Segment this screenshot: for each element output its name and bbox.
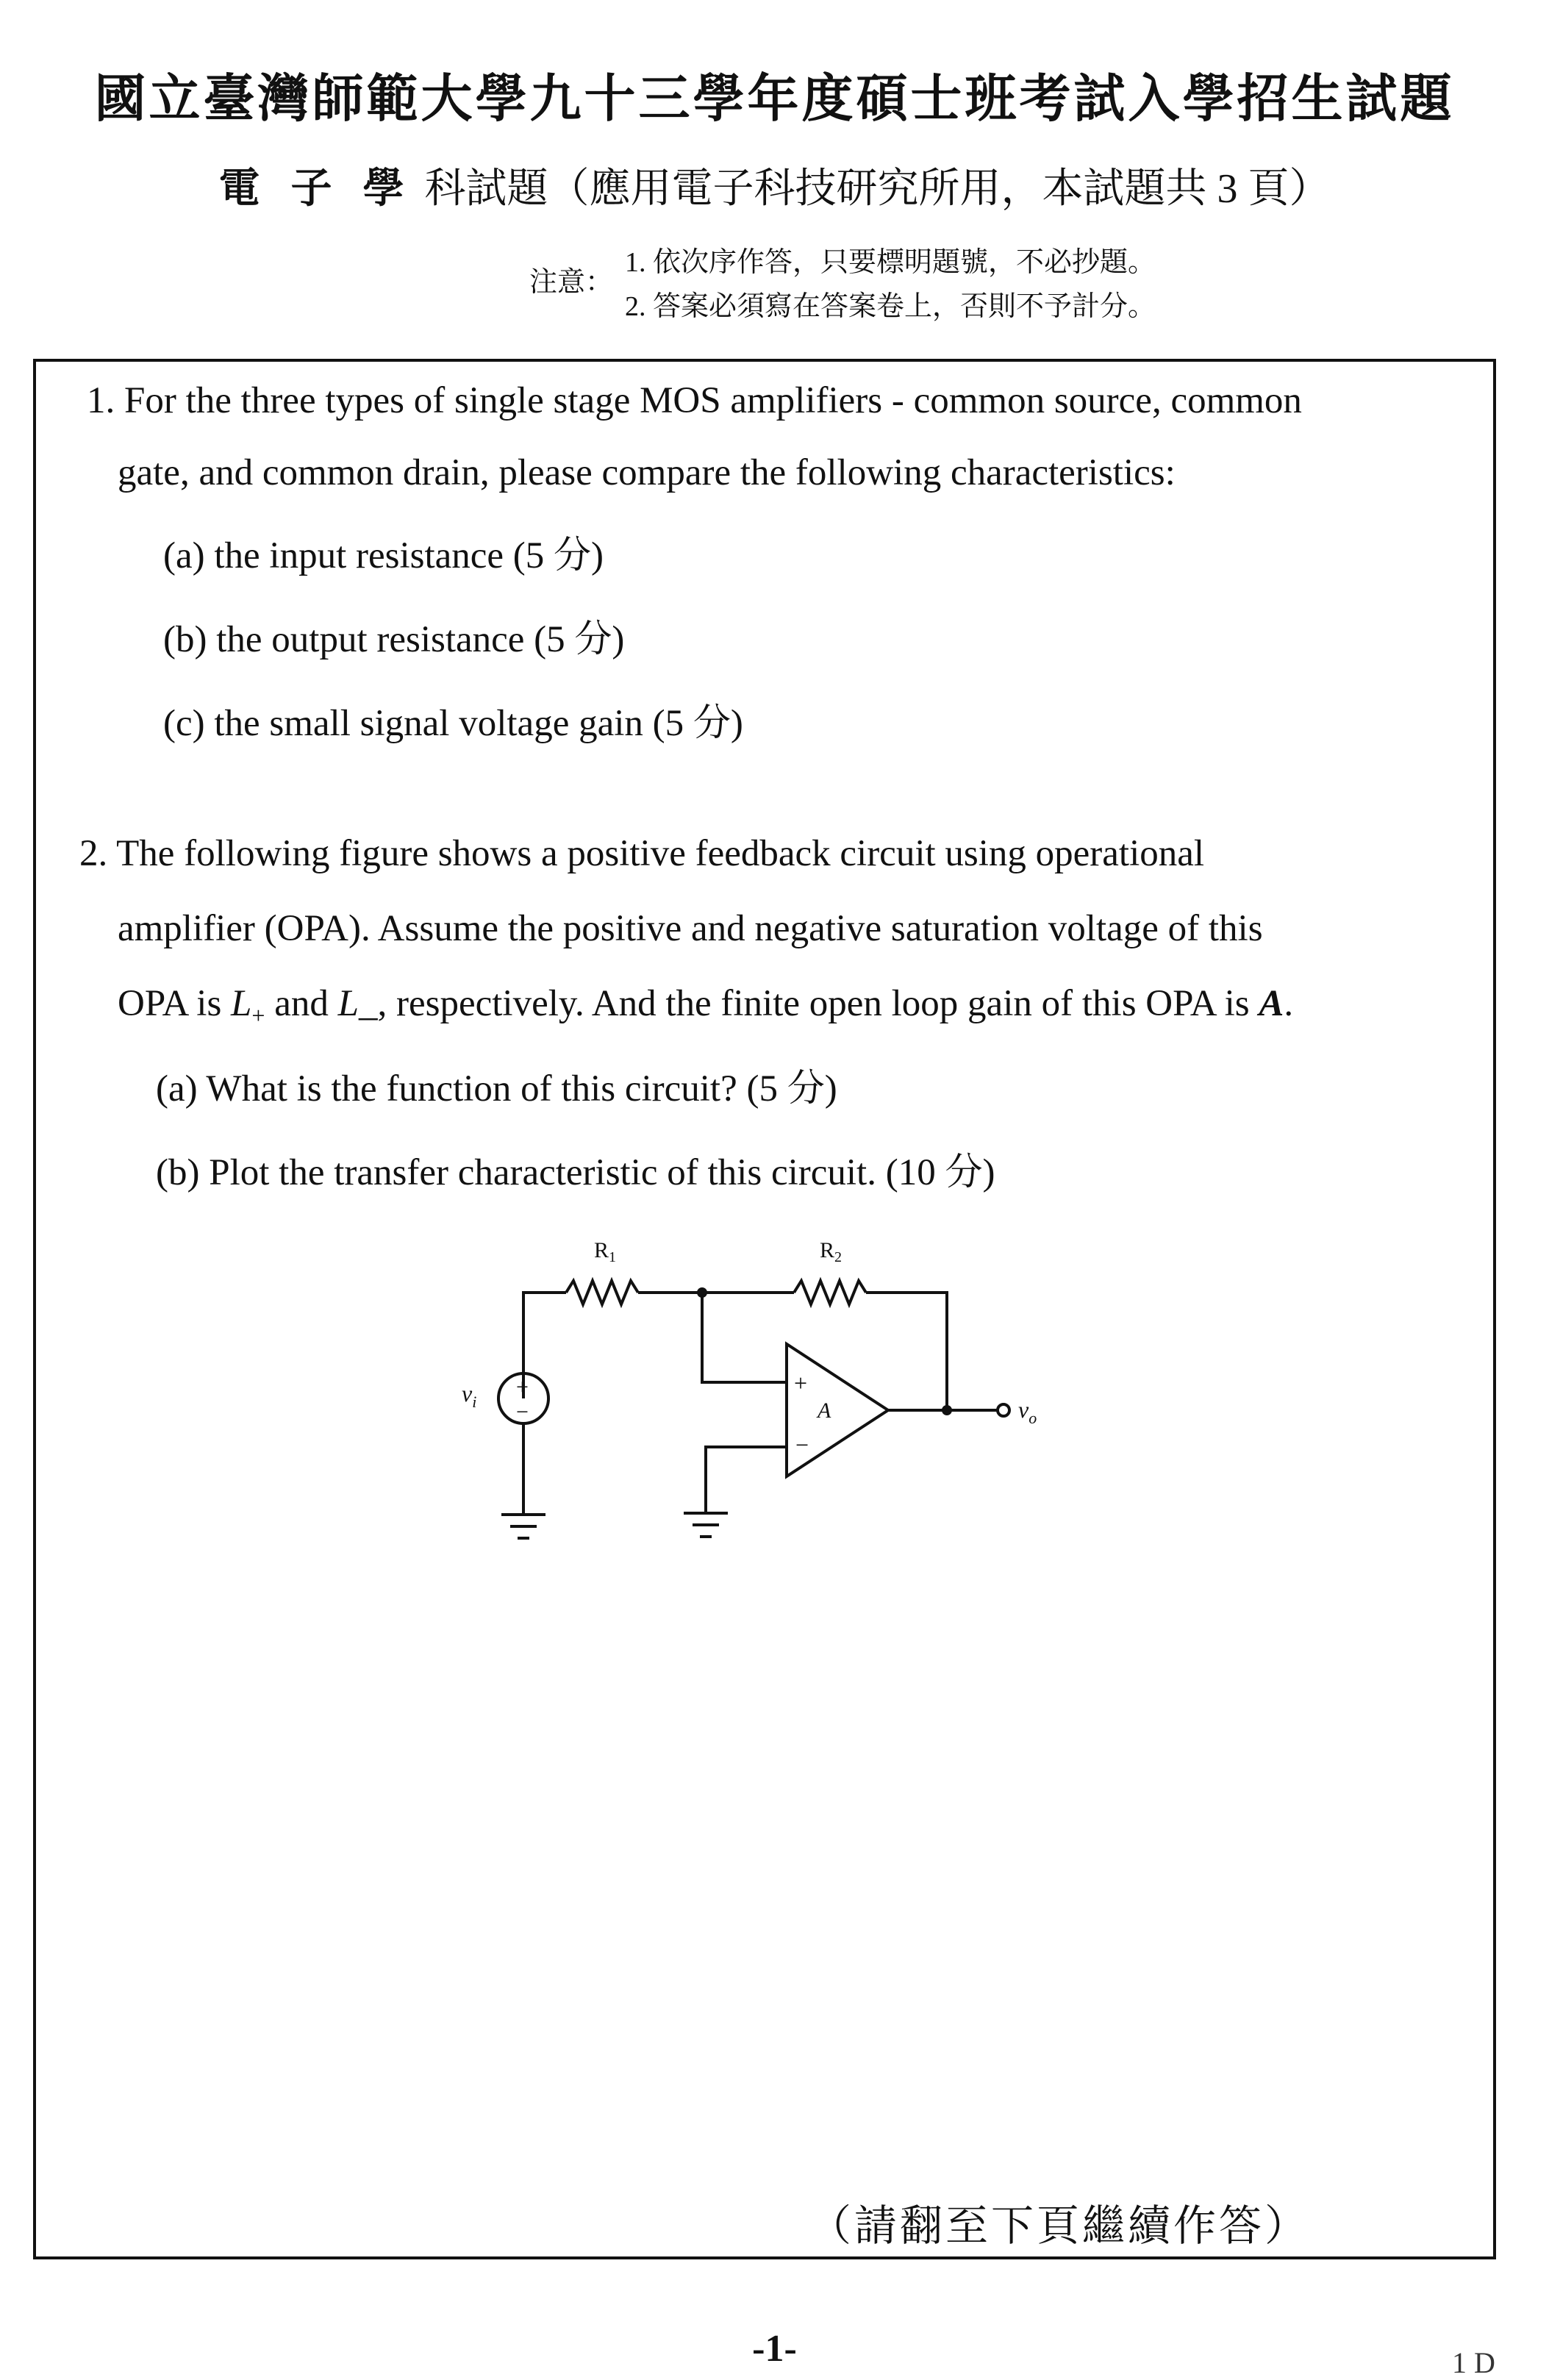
positive-saturation-subscript: + <box>251 1002 265 1029</box>
continue-to-next-page-note: （請翻至下頁繼續作答） <box>809 2202 1311 2250</box>
question-1-part-a: (a) the input resistance (5 分) <box>163 535 604 576</box>
text-span: and <box>265 983 338 1024</box>
wire <box>523 1293 566 1398</box>
corner-mark: 1 D <box>1452 2346 1495 2379</box>
question-2-line-2: amplifier (OPA). Assume the positive and negative saturation voltage of this <box>118 908 1263 949</box>
question-2-line-3 <box>118 982 1293 1029</box>
op-amp-gain-label: A <box>818 1398 831 1423</box>
noninverting-input-wire <box>702 1293 787 1382</box>
vo-label: $v_o$ <box>1018 1396 1037 1427</box>
subject-name: 電 子 學 <box>218 166 415 212</box>
vi-label: $v_i$ <box>462 1380 477 1411</box>
subtitle-text: 科試題（應用電子科技研究所用，本試題共 3 頁） <box>424 166 1331 212</box>
junction-dot <box>697 1287 707 1298</box>
r1-label: $R_1$ <box>594 1238 617 1265</box>
inverting-input-wire <box>706 1447 787 1513</box>
r2-label: $R_2$ <box>820 1238 843 1265</box>
junction-dot <box>942 1405 952 1415</box>
question-2-line-1: 2. The following figure shows a positive feedback circuit using operational <box>79 833 1205 874</box>
exam-title: 國立臺灣師範大學九十三學年度碩士班考試入學招生試題 <box>94 71 1455 128</box>
source-plus-sign: + <box>516 1375 529 1399</box>
source-minus-sign: − <box>516 1400 529 1424</box>
positive-feedback-circuit-diagram <box>441 1228 1088 1573</box>
text-span: , respectively. And the finite open loop gain of this OPA is <box>377 983 1259 1024</box>
exam-subtitle <box>0 156 1549 215</box>
text-span: . <box>1284 983 1294 1024</box>
resistor-r2 <box>794 1281 866 1304</box>
page-number: -1- <box>752 2328 797 2370</box>
question-1-line-1: 1. For the three types of single stage MOS amplifiers - common source, common <box>87 380 1302 421</box>
question-2-part-b: (b) Plot the transfer characteristic of this circuit. (10 分) <box>156 1152 995 1193</box>
question-1-line-2: gate, and common drain, please compare the following characteristics: <box>118 452 1176 493</box>
negative-saturation-symbol: L_ <box>337 983 378 1024</box>
feedback-wire <box>866 1293 947 1410</box>
notice-item: 1. 依次序作答，只要標明題號，不必抄題。 <box>625 247 1156 278</box>
open-loop-gain-symbol: A <box>1259 983 1284 1024</box>
resistor-r1 <box>566 1281 638 1304</box>
question-1-part-c: (c) the small signal voltage gain (5 分) <box>163 703 743 744</box>
positive-saturation-symbol: L <box>231 983 252 1024</box>
question-2-part-a: (a) What is the function of this circuit? (5 分) <box>156 1068 837 1109</box>
text-span: OPA is <box>118 983 232 1024</box>
output-terminal <box>998 1404 1009 1416</box>
op-amp-plus-sign: + <box>794 1370 808 1396</box>
notice-item: 2. 答案必須寫在答案卷上，否則不予計分。 <box>625 291 1156 322</box>
question-1-part-b: (b) the output resistance (5 分) <box>163 619 625 660</box>
op-amp-minus-sign: − <box>795 1432 809 1458</box>
notice-label: 注意： <box>529 267 614 298</box>
